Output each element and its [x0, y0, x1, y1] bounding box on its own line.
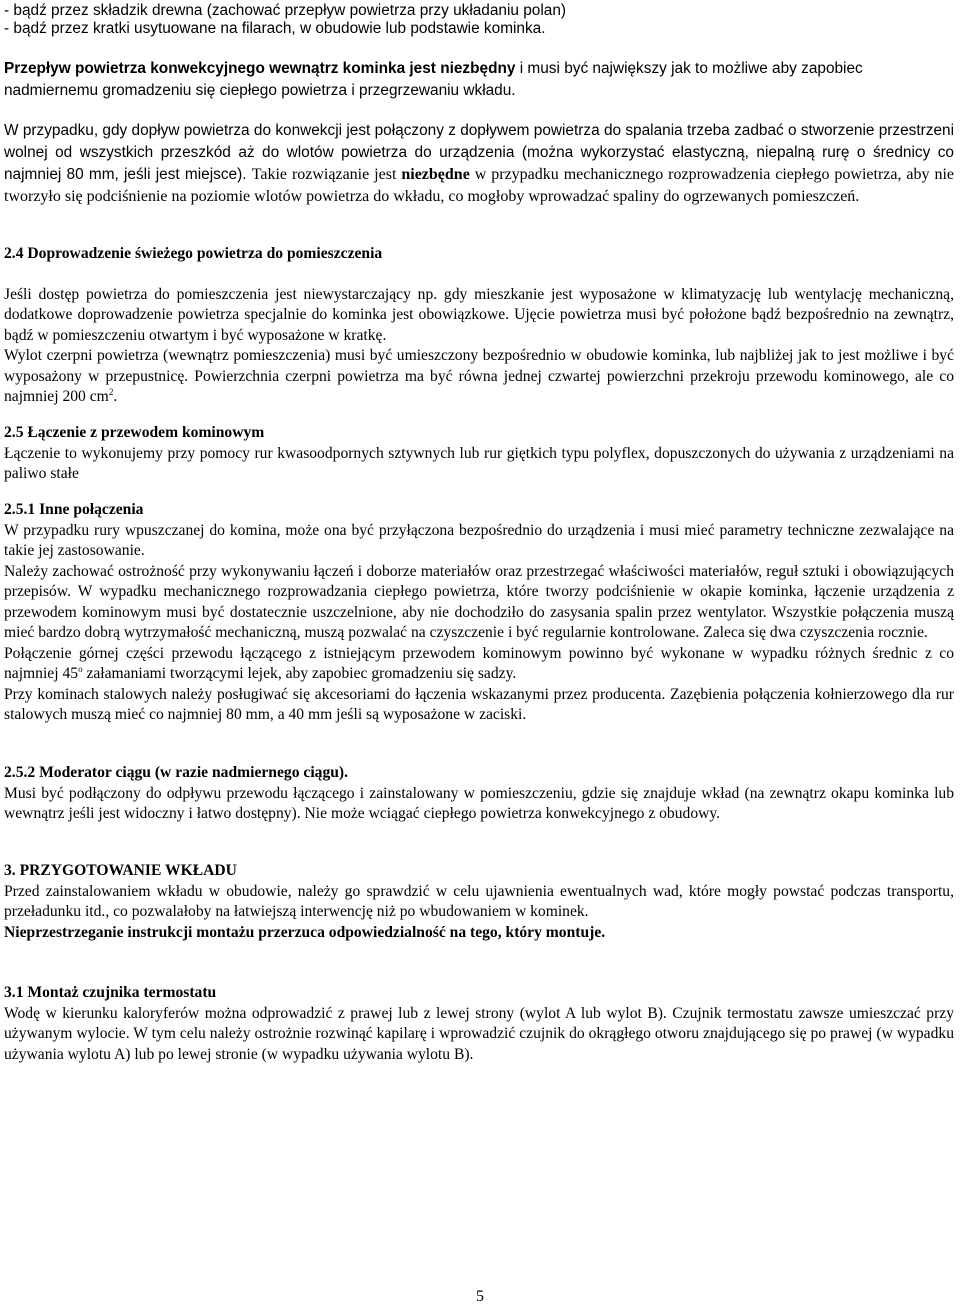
- section-heading: 2.5 Łączenie z przewodem kominowym: [4, 424, 265, 441]
- convection-text: i musi być największy jak to możliwe aby zapobiec nadmiernemu gromadzeniu się ciepłego powietrza i przegrzewaniu wkładu.: [4, 60, 863, 99]
- section-paragraph: Wylot czerpni powietrza (wewnątrz pomieszczenia) musi być umieszczony bezpośrednio w obudowie kominka, lub najbliżej jak to jest możliwe i być wyposażony w przepustnicę. Powierzchnia czerpni powietrza ma być równa jednej czwartej powierzchni przekroju przewodu kominowego, ale co najmniej 200 $cm^2$.: [4, 347, 954, 405]
- section-paragraph: Połączenie górnej części przewodu łączącego z istniejącym przewodem kominowym powinno być wykonane w wypadku różnych średnic z co najmniej 45$^o$ załamaniami tworzącymi lejek, aby zapobiec gromadzeniu się sadzy.: [4, 644, 954, 682]
- section-paragraph: Należy zachować ostrożność przy wykonywaniu łączeń i doborze materiałów oraz przestrzegać właściwości materiałów, reguł sztuki i obowiązujących przepisów. W wypadku mechanicznego rozprowadzania ciepłego powietrza, które tworzy podciśnienie w okapie kominka, łączenie urządzenia z przewodem kominowym musi być dostatecznie uszczelnione, aby nie dochodziło do zasysania spalin przez wentylator. Wszystkie połączenia muszą mieć bardzo dobrą wytrzymałość mechaniczną, muszą pozwalać na czyszczenie i być regularnie kontrolowane. Zaleca się dwa czyszczenia rocznie.: [4, 562, 954, 641]
- convection-paragraph: [4, 58, 954, 102]
- section-paragraph: Wodę w kierunku kaloryferów można odprowadzić z prawej lub z lewej strony (wylot A lub wylot B). Czujnik termostatu zawsze umieszczać przy używanym wylocie. W tym celu należy ostrożnie rozwinąć kapilarę i wprowadzić czujnik do okrągłego otworu znajdującego się po prawej (w wypadku używania wylotu A) lub po lewej stronie (w wypadku używania wylotu B).: [4, 1004, 954, 1063]
- section-2-4: [4, 244, 954, 408]
- bullet-item: - bądź przez kratki usytuowane na filarach, w obudowie lub podstawie kominka.: [4, 20, 546, 37]
- intake-paragraph: [4, 120, 954, 208]
- section-heading: 3. PRZYGOTOWANIE WKŁADU: [4, 862, 237, 879]
- intake-text-3: w przypadku mechanicznego rozprowadzenia ciepłego powietrza, aby nie tworzyło się podciśnienie na poziomie wlotów powietrza do wkładu, co mogłoby wprowadzać spaliny do ogrzewanych pomieszczeń.: [4, 166, 955, 205]
- bullet-list: [4, 0, 954, 40]
- intake-text-1: W przypadku, gdy dopływ powietrza do konwekcji jest połączony z dopływem powietrza do spalania trzeba zadbać o stworzenie przestrzeni wolnej od wszystkich przeszkód aż do wlotów powietrza do urządzenia (można wykorzystać elastyczną, niepalną rurę o średnicy co najmniej 80 mm, jeśli jest miejsce).: [4, 122, 954, 183]
- section-2-5-1: [4, 500, 954, 726]
- intake-bold: niezbędne: [401, 166, 470, 183]
- intake-text-2: Takie rozwiązanie jest: [251, 166, 402, 183]
- section-2-5: [4, 423, 954, 485]
- section-heading: 3.1 Montaż czujnika termostatu: [4, 984, 217, 1001]
- section-paragraph: Jeśli dostęp powietrza do pomieszczenia jest niewystarczający np. gdy mieszkanie jest wyposażone w klimatyzację lub wentylację mechaniczną, dodatkowe doprowadzenie powietrza specjalnie do kominka jest obowiązkowe. Ujęcie powietrza musi być położone bądź bezpośrednio na zewnątrz, bądź w pomieszczeniu otwartym i być wyposażone w kratkę.: [4, 285, 954, 344]
- section-2-5-2: [4, 763, 954, 825]
- section-heading: 2.5.1 Inne połączenia: [4, 501, 144, 518]
- section-paragraph: Przed zainstalowaniem wkładu w obudowie, należy go sprawdzić w celu ujawnienia ewentualnych wad, które mogły powstać podczas transportu, przeładunku itd., co pozwalałoby na łatwiejszą interwencję niż po wbudowaniem w kominek.: [4, 882, 954, 920]
- section-heading: 2.5.2 Moderator ciągu (w razie nadmiernego ciągu).: [4, 764, 349, 781]
- bullet-item: - bądź przez składzik drewna (zachować przepływ powietrza przy układaniu polan): [4, 2, 567, 19]
- convection-bold: Przepływ powietrza konwekcyjnego wewnątrz kominka jest niezbędny: [4, 60, 516, 77]
- section-paragraph: W przypadku rury wpuszczanej do komina, może ona być przyłączona bezpośrednio do urządzenia i musi mieć parametry techniczne zezwalające na takie jej zastosowanie.: [4, 521, 954, 559]
- section-paragraph: Łączenie to wykonujemy przy pomocy rur kwasoodpornych sztywnych lub rur giętkich typu polyflex, dopuszczonych do używania z urządzeniami na paliwo stałe: [4, 444, 954, 482]
- section-heading: 2.4 Doprowadzenie świeżego powietrza do pomieszczenia: [4, 245, 383, 262]
- section-paragraph: Musi być podłączony do odpływu przewodu łączącego i zainstalowany w pomieszczeniu, gdzie się znajduje wkład (na zewnątrz okapu kominka lub wewnątrz jeśli jest widoczny i łatwo dostępny). Nie może wciągać ciepłego powietrza konwekcyjnego z obudowy.: [4, 784, 954, 822]
- page-number: 5: [476, 1288, 484, 1305]
- section-paragraph: Przy kominach stalowych należy posługiwać się akcesoriami do łączenia wskazanymi przez producenta. Zazębienia połączenia kołnierzowego dla rur stalowych muszą mieć co najmniej 80 mm, a 40 mm jeśli są wyposażone w zaciski.: [4, 685, 954, 723]
- section-3: [4, 861, 954, 943]
- warning-text: Nieprzestrzeganie instrukcji montażu przerzuca odpowiedzialność na tego, który montuje.: [4, 923, 606, 941]
- section-3-1: [4, 983, 954, 1065]
